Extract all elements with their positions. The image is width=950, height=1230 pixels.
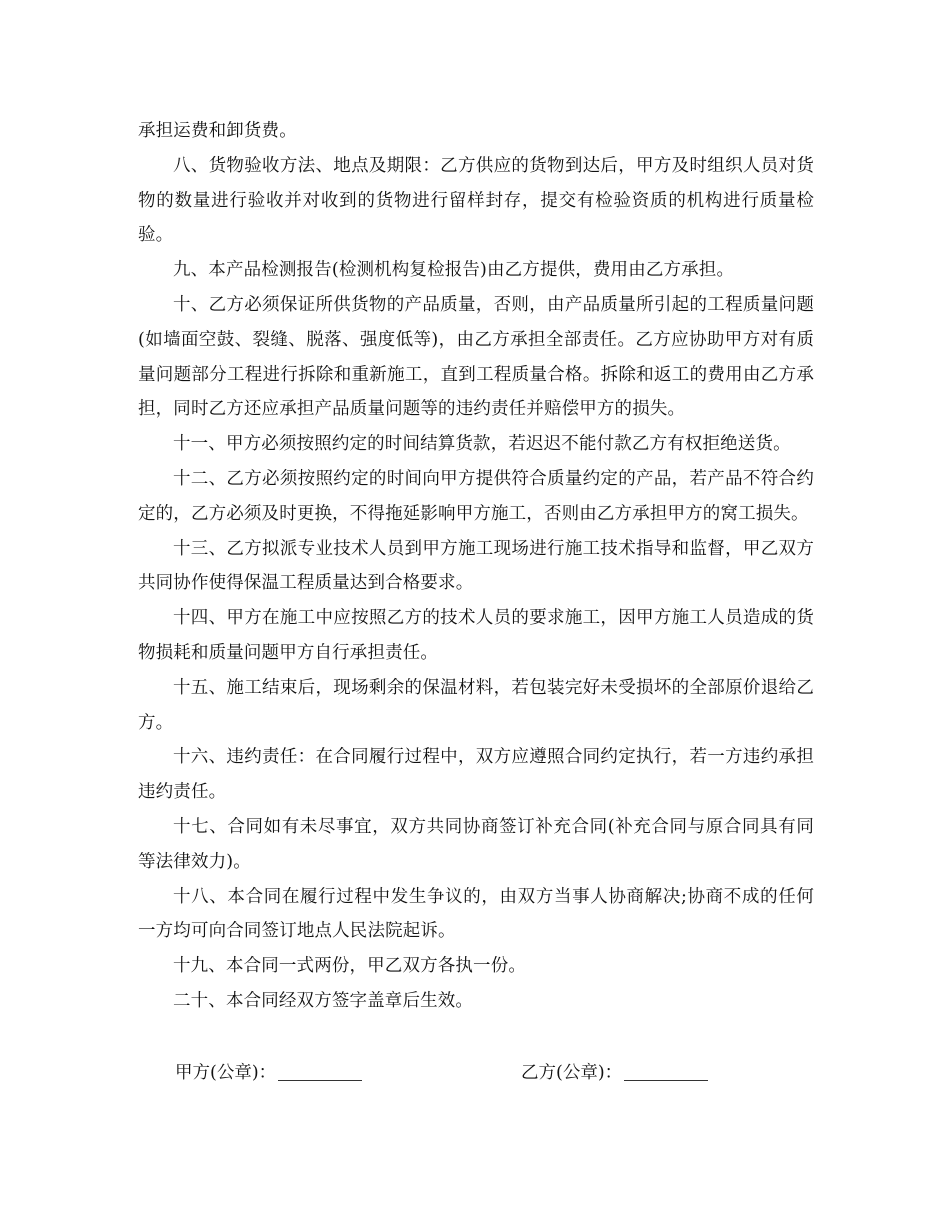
party-b-label: 乙方(公章)：: [521, 1063, 623, 1083]
clause-paragraph: 十八、本合同在履行过程中发生争议的，由双方当事人协商解决;协商不成的任何一方均可向合同签订地点人民法院起诉。: [138, 886, 814, 942]
clause-paragraph: 十二、乙方必须按照约定的时间向甲方提供符合质量约定的产品，若产品不符合约定的，乙方必须及时更换，不得拖延影响甲方施工，否则由乙方承担甲方的窝工损失。: [138, 468, 814, 524]
clause-paragraph: 二十、本合同经双方签字盖章后生效。: [173, 990, 474, 1011]
clause-paragraph: 十七、合同如有未尽事宜，双方共同协商签订补充合同(补充合同与原合同具有同等法律效力)。: [138, 816, 814, 872]
clause-paragraph: 八、货物验收方法、地点及期限：乙方供应的货物到达后，甲方及时组织人员对货物的数量进行验收并对收到的货物进行留样封存，提交有检验资质的机构进行质量检验。: [138, 155, 814, 246]
clause-paragraph: 九、本产品检测报告(检测机构复检报告)由乙方提供，费用由乙方承担。: [173, 260, 735, 281]
clause-paragraph: 十、乙方必须保证所供货物的产品质量，否则，由产品质量所引起的工程质量问题(如墙面空鼓、裂缝、脱落、强度低等)，由乙方承担全部责任。乙方应协助甲方对有质量问题部分工程进行拆除和重新施工，直到工程质量合格。拆除和返工的费用由乙方承担，同时乙方还应承担产品质量问题等的违约责任并赔偿甲方的损失。: [138, 294, 814, 420]
party-b-signature-blank: [624, 1058, 708, 1081]
clause-paragraph: 十四、甲方在施工中应按照乙方的技术人员的要求施工，因甲方施工人员造成的货物损耗和质量问题甲方自行承担责任。: [138, 608, 814, 663]
clause-paragraph: 十五、施工结束后，现场剩余的保温材料，若包装完好未受损坏的全部原价退给乙方。: [138, 677, 814, 733]
clause-paragraph: 十九、本合同一式两份，甲乙双方各执一份。: [173, 956, 526, 977]
party-a-label: 甲方(公章)：: [175, 1063, 277, 1083]
party-a-signature: [175, 1056, 362, 1091]
party-a-signature-blank: [278, 1058, 362, 1081]
document-page: [138, 114, 814, 1083]
clause-paragraph: 十一、甲方必须按照约定的时间结算货款，若迟迟不能付款乙方有权拒绝送货。: [173, 434, 791, 455]
signature-row: [138, 1056, 814, 1092]
contract-body: [138, 114, 814, 1019]
party-b-signature: [521, 1056, 708, 1091]
clause-paragraph: 承担运费和卸货费。: [138, 121, 297, 141]
clause-paragraph: 十三、乙方拟派专业技术人员到甲方施工现场进行施工技术指导和监督，甲乙双方共同协作使得保温工程质量达到合格要求。: [138, 538, 814, 594]
clause-paragraph: 十六、违约责任：在合同履行过程中，双方应遵照合同约定执行，若一方违约承担违约责任。: [138, 747, 814, 803]
